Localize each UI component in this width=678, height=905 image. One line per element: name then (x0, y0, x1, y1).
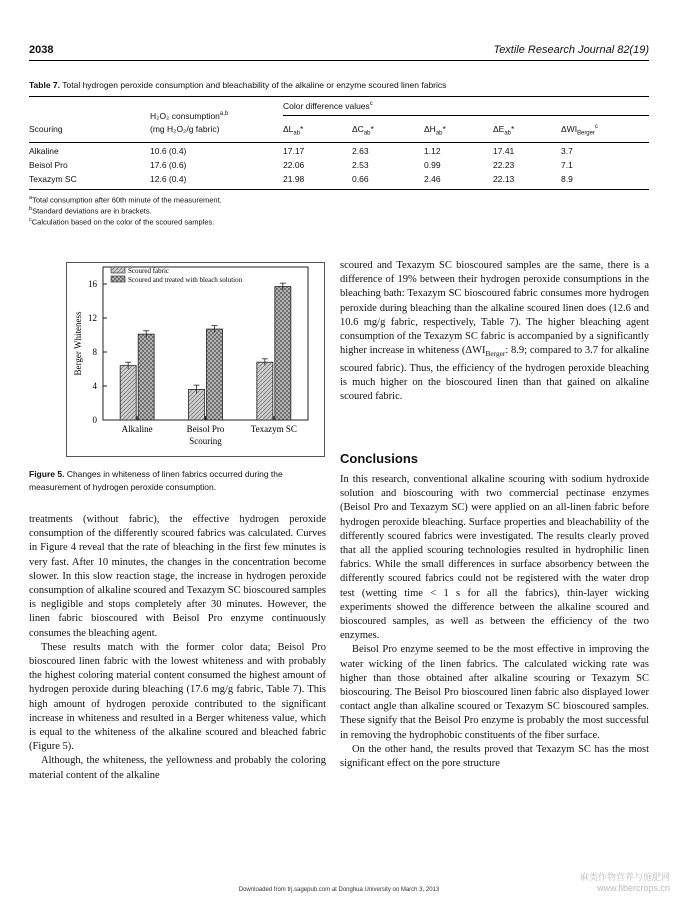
bar-1-0 (138, 334, 154, 420)
x-axis-label: Scouring (189, 436, 222, 446)
table7-cell: 0.66 (352, 174, 369, 184)
conclusions-paragraph: Beisol Pro enzyme seemed to be the most effective in improving the water wicking of the linen fabrics. The calculated wicking rate was higher than those obtained after alkaline scouring or Texazym SC bioscouring. The Beisol Pro bioscoured linen fabric also displayed lower contact angle than alkaline scoured or Texazym SC bioscoured samples. These signify that the Beisol Pro enzyme is probably the most successful in removing the hydrophobic constituents of the fiber surface. (340, 644, 649, 741)
table7-caption-text: Total hydrogen peroxide consumption and bleachability of the alkaline or enzyme scoured linen fabrics (62, 80, 447, 90)
y-tick-label: 8 (92, 347, 97, 357)
left-column-paragraph: These results match with the former color data; Beisol Pro bioscoured linen fabric with the lowest whiteness and with probably the highest coloring material content consumed the highest amount of hydrogen peroxide during bleaching (17.6 mg/g fabric, Table 7). This high amount of hydrogen peroxide contributed to the significant increase in whiteness and resulted in a Berger whiteness value, which is equal to the whiteness of the alkaline scoured and bleached fabric (Figure 5). (29, 641, 326, 753)
table7-cell: 2.63 (352, 146, 369, 156)
bar-0-0 (120, 366, 136, 420)
table7-label: Table 7. (29, 80, 61, 90)
table7-cell: 12.6 (0.4) (150, 174, 187, 184)
table7-head-col-1: $\Delta C_{ab}*$ (352, 124, 374, 137)
right-column-top-text (340, 259, 649, 404)
table7-group-rule (283, 115, 649, 116)
watermark-line2: www.fibercrops.cn (596, 883, 670, 893)
table7-cell: 10.6 (0.4) (150, 146, 187, 156)
table7-cell: 22.13 (493, 174, 515, 184)
table7-cell: Alkaline (29, 146, 59, 156)
table7-footnote: $^c$Calculation based on the color of the scoured samples. (29, 217, 215, 227)
bar-0-2 (257, 362, 273, 420)
table7-head-h2o2-unit: (mg H₂O₂/g fabric) (150, 124, 220, 134)
y-tick-label: 16 (88, 279, 97, 289)
table7-footnote: $^a$Total consumption after 60th minute of the measurement. (29, 195, 222, 205)
table7-cell: 2.53 (352, 160, 369, 170)
table7-cell: 21.98 (283, 174, 305, 184)
watermark (580, 872, 670, 894)
table7-cell: 17.41 (493, 146, 515, 156)
header-rule (29, 60, 649, 61)
table7-cell: 1.12 (424, 146, 441, 156)
conclusions-text (340, 473, 649, 771)
y-tick-label: 4 (92, 381, 97, 391)
table7-caption (29, 80, 446, 90)
table7-head-col-3: $\Delta E_{ab}*$ (493, 124, 515, 137)
table7-cell: Texazym SC (29, 174, 77, 184)
legend-label-1: Scoured and treated with bleach solution (128, 276, 243, 284)
left-column-paragraph: treatments (without fabric), the effective hydrogen peroxide consumption of the differently scoured fabrics was calculated. Curves in Figure 4 reveal that the rate of bleaching in the first few minutes is very fast. After 10 minutes, the changes in the concentration become slower. In this slow reaction stage, the increase in hydrogen peroxide consumption of alkaline scoured and Texazym SC bioscoured samples is negligible and stops completely after 30 minutes. However, the linen fabric bioscoured with Beisol Pro enzyme continuously consumes the bleaching agent. (29, 514, 326, 639)
left-column-paragraph: Although, the whiteness, the yellowness and probably the coloring material content of the alkaline (29, 755, 326, 781)
figure5-chart (67, 263, 324, 456)
bar-1-1 (207, 329, 223, 420)
right-column-paragraph: scoured and Texazym SC bioscoured samples are the same, there is a difference of 19% between their hydrogen peroxide consumptions in the bleaching bath: Texazym SC bioscoured fabric consumes more hydrogen peroxide during bleaching than the alkaline scoured linen does (12.6 and 10.6 mg/g fabric, respectively, Table 7). The higher bleaching agent consumption of the Texazym SC fabric is accompanied by a significantly higher increase in whiteness ($\Delta WI_{Berger}$: 8.9; compared to 3.7 for alkaline scoured fabric). Thus, the efficiency of the hydrogen peroxide bleaching is much higher on the bioscoured linen than that gained on alkaline scoured fabric. (340, 260, 650, 402)
table7-head-col-0: $\Delta L_{ab}*$ (283, 124, 304, 137)
table7-head-h2o2: H₂O₂ consumption$^{a,b}$ (150, 111, 229, 121)
left-column-text (29, 513, 326, 783)
x-tick-label: Texazym SC (250, 424, 297, 434)
legend-swatch-0 (111, 267, 125, 273)
watermark-line1: 麻类作物营养与施肥网 (579, 872, 670, 882)
table7-cell: 17.17 (283, 146, 305, 156)
table7-cell: 0.99 (424, 160, 441, 170)
x-tick-label: Alkaline (121, 424, 153, 434)
conclusions-paragraph: In this research, conventional alkaline scouring with sodium hydroxide solution and bioscouring with two commercial pectinase enzymes (Beisol Pro and Texazym SC) were applied on an all-linen fabric before hydrogen peroxide bleaching. Surface properties and bleachability of the differently scoured fabrics were investigated. The results clearly proved that all the applied scouring technologies resulted in hydrophilic linen fabrics. While the small differences in surface absorbency between the differently scoured fabrics could not be registered with the water drop test (wetting time < 1 s for all the fabrics), thin-layer wicking experiments showed the difference between the alkaline scoured and bioscoured samples, as well as between the efficiency of the two enzymes. (340, 474, 649, 642)
conclusions-heading: Conclusions (340, 451, 419, 466)
figure5-caption (29, 468, 326, 493)
table7-head-scouring: Scouring (29, 124, 63, 134)
download-footer: Downloaded from trj.sagepub.com at Donghua University on March 3, 2013 (238, 887, 440, 893)
table7-cell: 8.9 (561, 174, 573, 184)
legend-swatch-1 (111, 276, 125, 282)
table7-cell: 3.7 (561, 146, 573, 156)
y-tick-label: 0 (92, 415, 97, 425)
figure5-label: Figure 5. (29, 469, 65, 479)
figure5-frame (66, 262, 325, 457)
table7-cell: 22.06 (283, 160, 305, 170)
y-tick-label: 12 (88, 313, 97, 323)
page-number: 2038 (29, 44, 54, 56)
bar-0-1 (189, 389, 205, 420)
table7-head-col-2: $\Delta H_{ab}*$ (424, 124, 446, 137)
table7-head-col-4: $\Delta WI_{Berger}^c$ (561, 124, 598, 137)
table7-top-rule (29, 96, 649, 97)
table7-head-color-group: Color difference values$^c$ (283, 101, 373, 111)
table7-cell: 2.46 (424, 174, 441, 184)
y-axis-label: Berger Whiteness (73, 311, 83, 376)
table7-cell: 22.23 (493, 160, 515, 170)
bar-1-2 (275, 287, 291, 420)
table7-bottom-rule (29, 189, 649, 190)
table7-cell: Beisol Pro (29, 160, 68, 170)
conclusions-paragraph: On the other hand, the results proved that Texazym SC has the most significant effect on the pore structure (340, 743, 649, 770)
table7-cell: 17.6 (0.6) (150, 160, 187, 170)
x-tick-label: Beisol Pro (186, 424, 225, 434)
table7-header-rule (29, 142, 649, 143)
table7-footnote: $^b$Standard deviations are in brackets. (29, 206, 152, 216)
figure5-caption-text: Changes in whiteness of linen fabrics occurred during the measurement of hydrogen peroxide consumption. (29, 469, 283, 492)
journal-name: Textile Research Journal 82(19) (493, 44, 649, 56)
table7-cell: 7.1 (561, 160, 573, 170)
legend-label-0: Scoured fabric (128, 267, 170, 275)
